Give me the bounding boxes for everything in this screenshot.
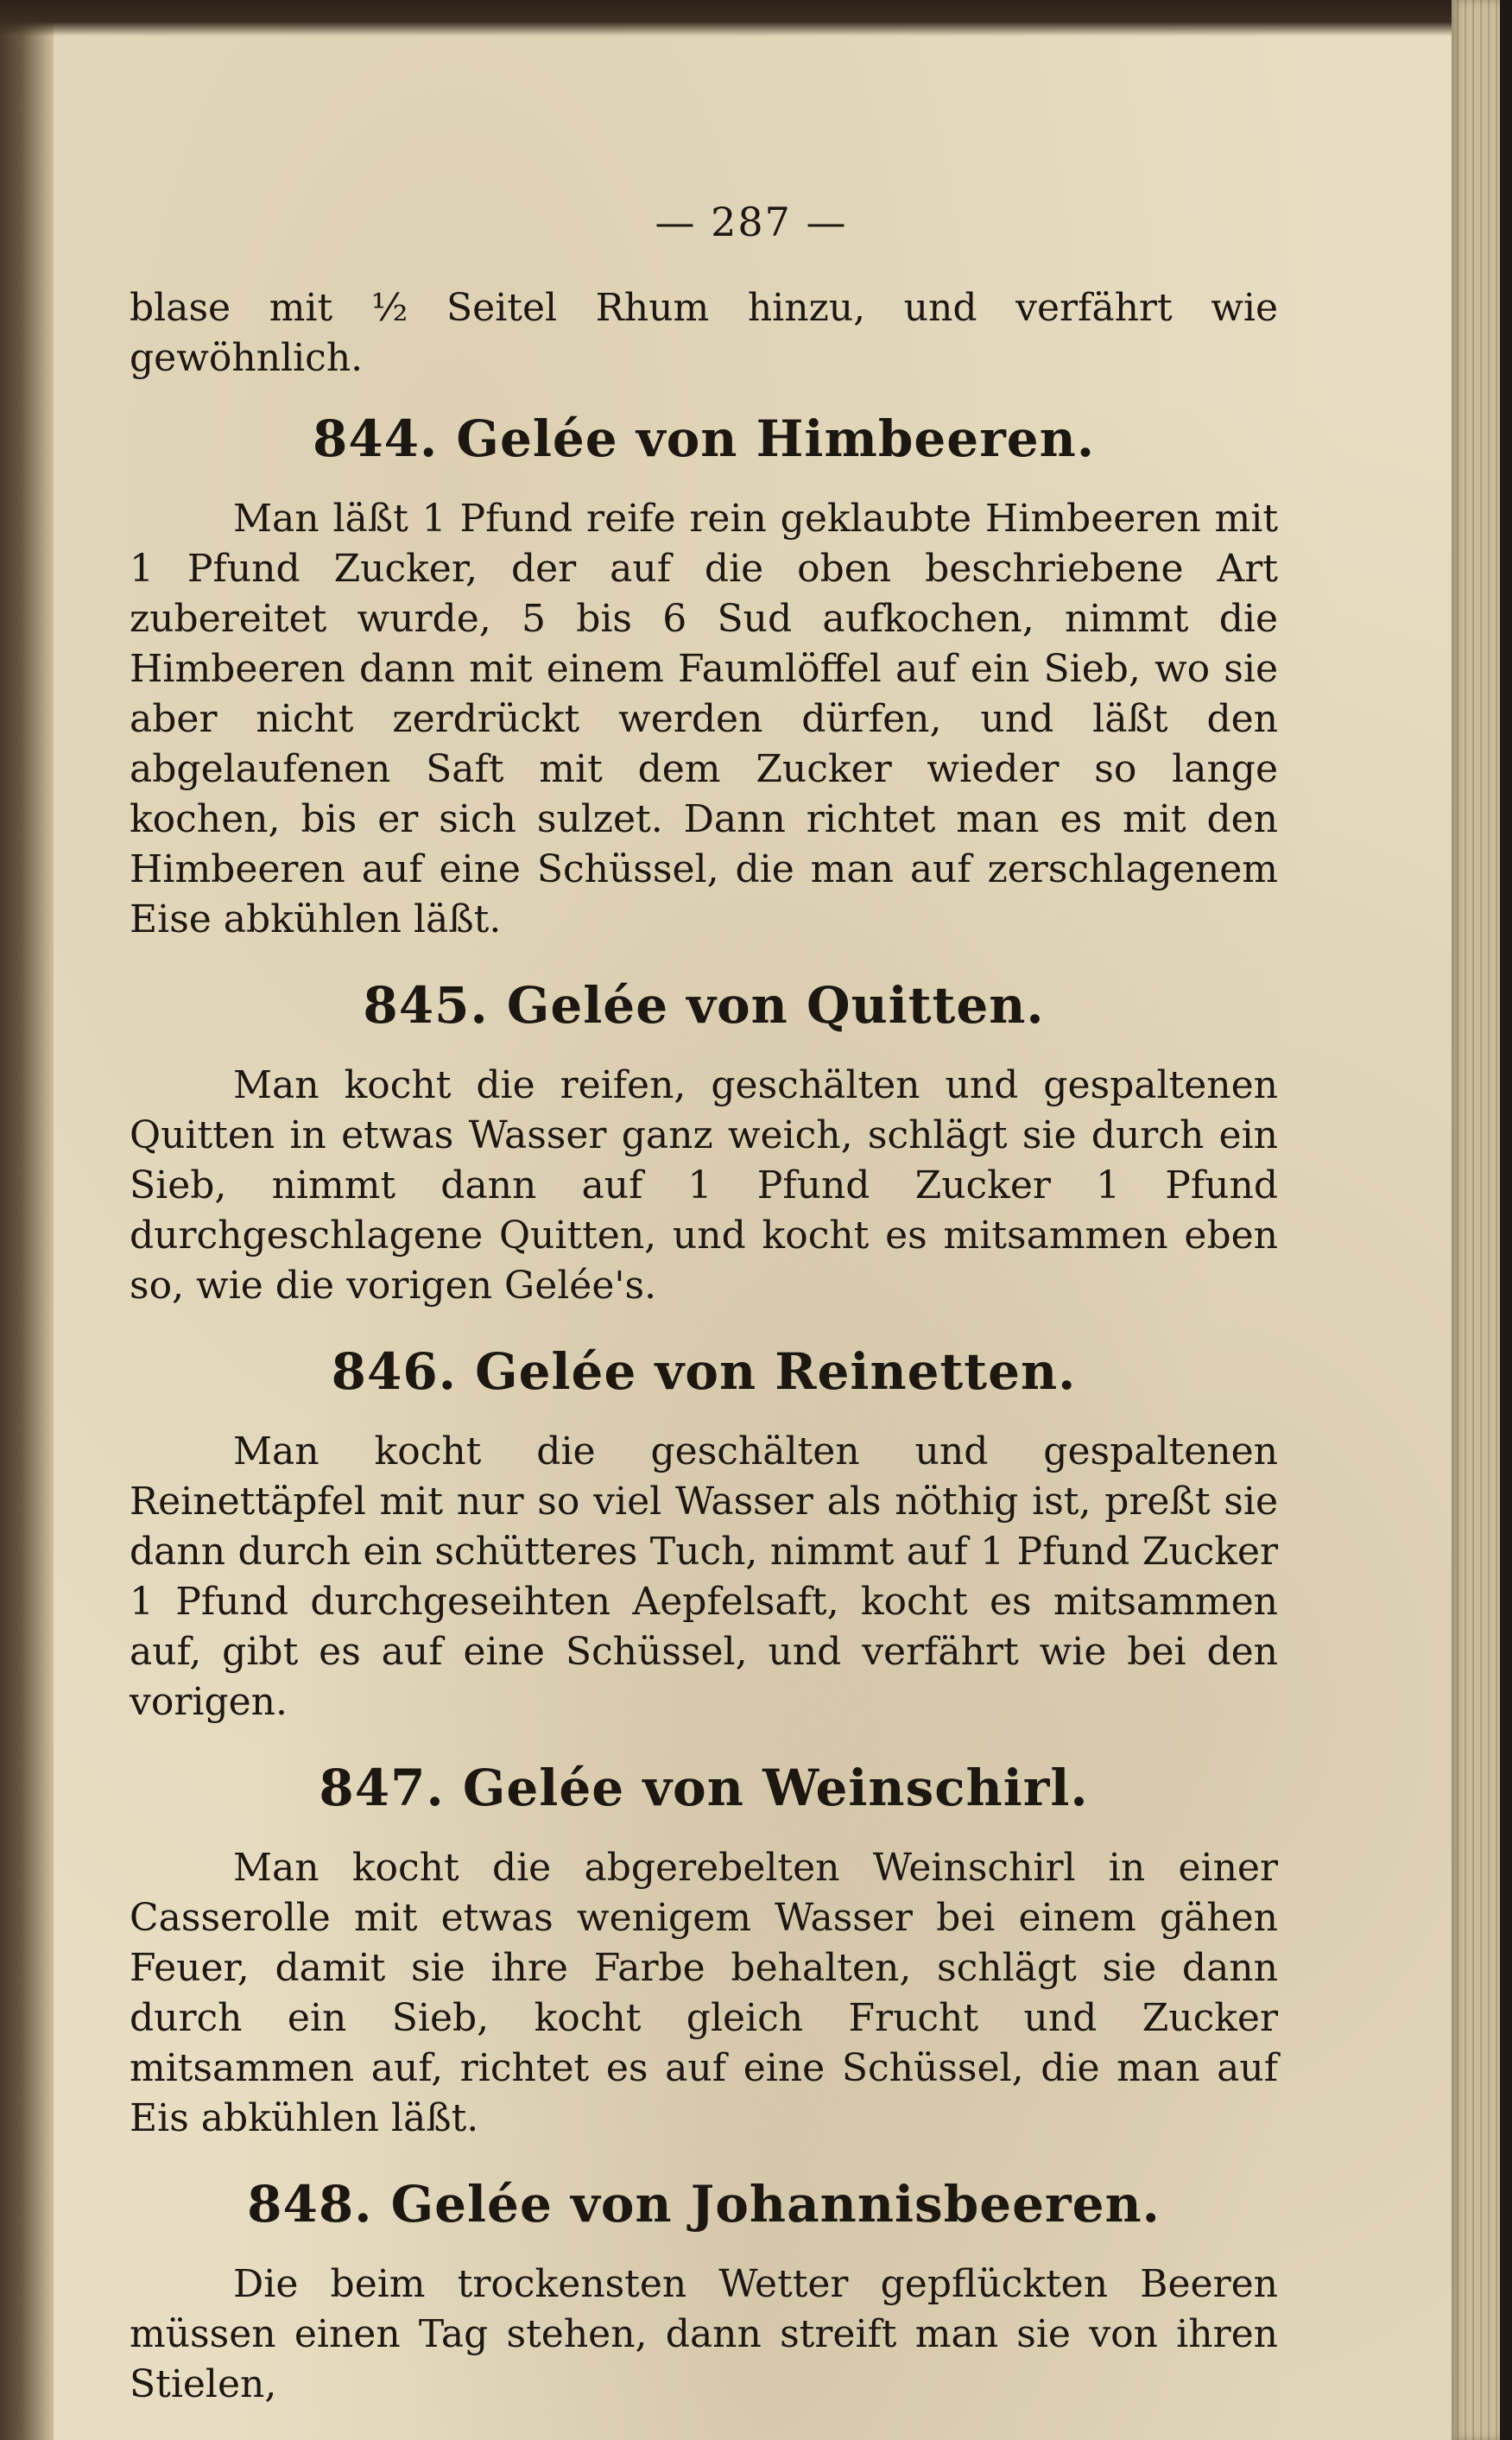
- recipe-heading-846: 846. Gelée von Reinetten.: [331, 1342, 1077, 1401]
- page-number: — 287 —: [655, 199, 848, 245]
- recipe-heading-848: 848. Gelée von Johannisbeeren.: [247, 2175, 1161, 2234]
- recipe-text-845: Man kocht die reifen, geschälten und gespaltenen Quitten in etwas Wasser ganz weich, schlägt sie durch ein Sieb, nimmt dann auf 1 Pfund Zucker 1 Pfund durchgeschlagene Quitten, und kocht es mitsammen eben so, wie die vorigen Gelée's.: [130, 1063, 1278, 1308]
- intro-paragraph: blase mit ½ Seitel Rhum hinzu, und verfährt wie gewöhnlich.: [130, 286, 1278, 380]
- recipe-text-848: Die beim trockensten Wetter gepflückten Beeren müssen einen Tag stehen, dann streift man sie von ihren Stielen,: [130, 2262, 1278, 2406]
- recipe-heading-845: 845. Gelée von Quitten.: [363, 976, 1045, 1035]
- recipe-heading-847: 847. Gelée von Weinschirl.: [319, 1759, 1089, 1817]
- page-edge-shadow: [1500, 0, 1512, 2440]
- book-binding: [0, 0, 54, 2440]
- recipe-heading-844: 844. Gelée von Himbeeren.: [312, 409, 1096, 468]
- top-page-edge: [0, 0, 1512, 36]
- recipe-text-847: Man kocht die abgerebelten Weinschirl in einer Casserolle mit etwas wenigem Wasser bei einem gähen Feuer, damit sie ihre Farbe behalten, schlägt sie dann durch ein Sieb, kocht gleich Frucht und Zucker mitsammen auf, richtet es auf eine Schüssel, die man auf Eis abkühlen läßt.: [130, 1846, 1278, 2140]
- recipe-text-846: Man kocht die geschälten und gespaltenen Reinettäpfel mit nur so viel Wasser als nöthig ist, preßt sie dann durch ein schütteres Tuch, nimmt auf 1 Pfund Zucker 1 Pfund durchgeseihten Aepfelsaft, kocht es mitsammen auf, gibt es auf eine Schüssel, und verfährt wie bei den vorigen.: [130, 1429, 1278, 1724]
- text-block: [130, 199, 1278, 2410]
- recipe-text-844: Man läßt 1 Pfund reife rein geklaubte Himbeeren mit 1 Pfund Zucker, der auf die oben beschriebene Art zubereitet wurde, 5 bis 6 Sud aufkochen, nimmt die Himbeeren dann mit einem Faumlöffel auf ein Sieb, wo sie aber nicht zerdrückt werden dürfen, und läßt den abgelaufenen Saft mit dem Zucker wieder so lange kochen, bis er sich sulzet. Dann richtet man es mit den Himbeeren auf eine Schüssel, die man auf zerschlagenem Eise abkühlen läßt.: [130, 497, 1278, 941]
